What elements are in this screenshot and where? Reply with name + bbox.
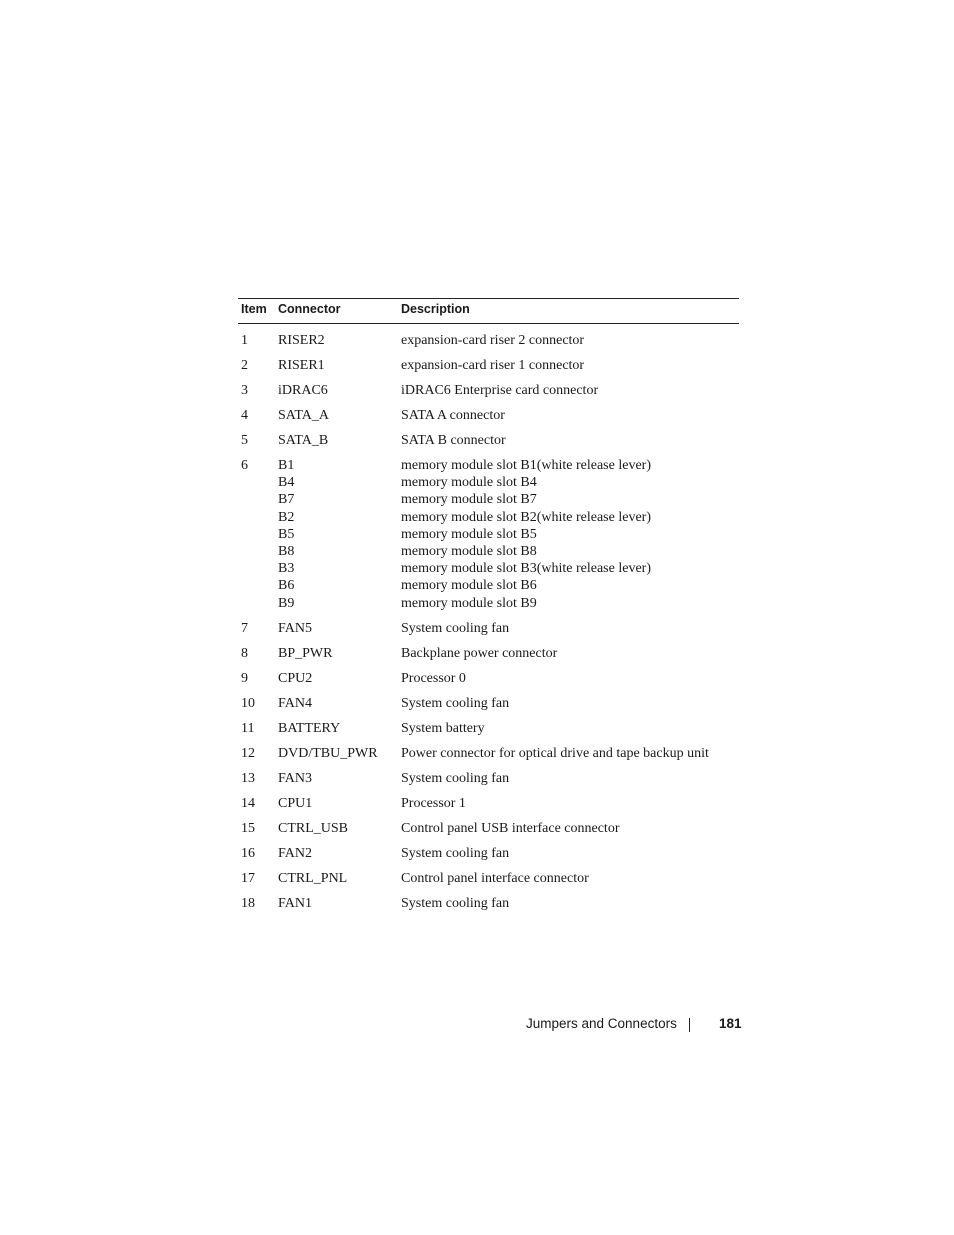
table-top-rule: [238, 298, 739, 299]
table-row: [238, 813, 739, 838]
description-cell: [401, 432, 739, 449]
item-number: 4: [241, 408, 248, 423]
item-number: 15: [241, 820, 255, 836]
item-number: 10: [241, 695, 255, 711]
connector-name: CPU2: [278, 670, 313, 686]
description-text: System cooling fan: [401, 620, 510, 636]
item-number: 14: [241, 795, 255, 811]
description-cell: [401, 845, 739, 862]
footer-section-title: Jumpers and Connectors: [526, 1016, 677, 1031]
header-description: Description: [401, 302, 470, 316]
description-cell: [401, 645, 739, 662]
description-text: Processor 1: [401, 795, 466, 811]
description-text: SATA B connector: [401, 433, 506, 448]
connector-name: DVD/TBU_PWR: [278, 745, 378, 761]
description-cell: [401, 457, 739, 612]
connector-cell: [278, 357, 401, 374]
description-cell: [401, 620, 739, 637]
description-cell: [401, 357, 739, 374]
description-text: expansion-card riser 1 connector: [401, 358, 585, 373]
description-text: System cooling fan: [401, 845, 510, 861]
table-row: [238, 350, 739, 375]
description-cell: [401, 820, 739, 837]
table-row: [238, 888, 739, 913]
connector-name: CPU1: [278, 795, 313, 811]
item-number: 8: [241, 645, 248, 661]
connector-cell: [278, 645, 401, 662]
connector-cell: [278, 720, 401, 737]
description-text: SATA A connector: [401, 408, 505, 423]
description-cell: [401, 382, 739, 399]
item-number: 13: [241, 770, 255, 786]
table-row: [238, 450, 739, 613]
item-number: 12: [241, 745, 255, 761]
connector-name: FAN2: [278, 845, 312, 861]
description-cell: [401, 895, 739, 912]
connector-name: BATTERY: [278, 720, 341, 736]
description-text: System cooling fan: [401, 895, 510, 911]
connector-cell: [278, 795, 401, 812]
table-header-rule: [238, 323, 739, 324]
connector-cell: [278, 382, 401, 399]
table-row: [238, 863, 739, 888]
connector-cell: [278, 695, 401, 712]
description-text: memory module slot B6: [401, 578, 537, 594]
table-row: [238, 425, 739, 450]
item-number: 5: [241, 433, 248, 448]
connector-name: CTRL_PNL: [278, 870, 348, 886]
connector-name: B8: [278, 544, 295, 560]
connector-name: B4: [278, 475, 295, 491]
connector-cell: [278, 820, 401, 837]
description-cell: [401, 332, 739, 349]
table-row: [238, 638, 739, 663]
item-number: 16: [241, 845, 255, 861]
connector-name: RISER2: [278, 333, 325, 348]
header-connector: Connector: [278, 302, 341, 316]
item-number: 3: [241, 383, 248, 398]
item-number: 17: [241, 870, 255, 886]
table-row: [238, 663, 739, 688]
description-cell: [401, 695, 739, 712]
description-text: System battery: [401, 720, 485, 736]
table-row: [238, 613, 739, 638]
connector-name: iDRAC6: [278, 383, 328, 398]
item-number: 7: [241, 620, 248, 636]
description-text: iDRAC6 Enterprise card connector: [401, 383, 599, 398]
table-row: [238, 838, 739, 863]
description-text: System cooling fan: [401, 695, 510, 711]
connector-cell: [278, 895, 401, 912]
connector-cell: [278, 870, 401, 887]
connector-name: B9: [278, 595, 295, 611]
connector-cell: [278, 432, 401, 449]
connector-cell: [278, 845, 401, 862]
connector-name: SATA_A: [278, 408, 329, 423]
table-row: [238, 763, 739, 788]
connector-name: FAN3: [278, 770, 312, 786]
description-text: memory module slot B8: [401, 544, 537, 560]
connector-cell: [278, 457, 401, 612]
connector-name: B5: [278, 526, 295, 542]
table-row: [238, 738, 739, 763]
connector-name: FAN1: [278, 895, 312, 911]
description-text: memory module slot B4: [401, 475, 537, 491]
description-cell: [401, 870, 739, 887]
table-row: [238, 713, 739, 738]
description-cell: [401, 670, 739, 687]
table-row: [238, 788, 739, 813]
connector-name: FAN5: [278, 620, 312, 636]
description-text: memory module slot B9: [401, 595, 537, 611]
item-number: 2: [241, 358, 248, 373]
header-item: Item: [241, 302, 267, 316]
table-row: [238, 325, 739, 350]
description-cell: [401, 720, 739, 737]
description-text: memory module slot B2(white release lever): [401, 509, 651, 525]
description-cell: [401, 407, 739, 424]
connector-name: CTRL_USB: [278, 820, 349, 836]
description-text: Processor 0: [401, 670, 466, 686]
description-text: memory module slot B5: [401, 526, 537, 542]
connector-name: B2: [278, 509, 295, 525]
description-cell: [401, 770, 739, 787]
table-body: [238, 325, 739, 913]
page-number: 181: [719, 1016, 742, 1031]
table-row: [238, 375, 739, 400]
description-text: memory module slot B1(white release lever): [401, 458, 651, 473]
description-text: Control panel interface connector: [401, 870, 589, 886]
connector-name: SATA_B: [278, 433, 329, 448]
connector-cell: [278, 770, 401, 787]
connector-cell: [278, 620, 401, 637]
connector-name: RISER1: [278, 358, 325, 373]
description-text: Control panel USB interface connector: [401, 820, 620, 836]
footer-separator: [689, 1018, 690, 1032]
description-text: memory module slot B7: [401, 492, 537, 508]
connector-name: B7: [278, 492, 295, 508]
table-row: [238, 400, 739, 425]
description-text: expansion-card riser 2 connector: [401, 333, 585, 348]
connector-cell: [278, 670, 401, 687]
description-text: memory module slot B3(white release lever): [401, 561, 651, 577]
item-number: 18: [241, 895, 255, 911]
item-number: 11: [241, 720, 255, 736]
item-number: 9: [241, 670, 248, 686]
item-number: 6: [241, 458, 248, 473]
connector-name: B1: [278, 458, 295, 473]
connector-cell: [278, 745, 401, 762]
table-row: [238, 688, 739, 713]
connector-name: FAN4: [278, 695, 312, 711]
description-text: Power connector for optical drive and tape backup unit: [401, 745, 709, 761]
connector-name: B6: [278, 578, 295, 594]
connector-name: B3: [278, 561, 295, 577]
connector-cell: [278, 332, 401, 349]
description-text: System cooling fan: [401, 770, 510, 786]
connector-name: BP_PWR: [278, 645, 333, 661]
connector-cell: [278, 407, 401, 424]
description-text: Backplane power connector: [401, 645, 558, 661]
item-number: 1: [241, 333, 248, 348]
description-cell: [401, 745, 739, 762]
description-cell: [401, 795, 739, 812]
